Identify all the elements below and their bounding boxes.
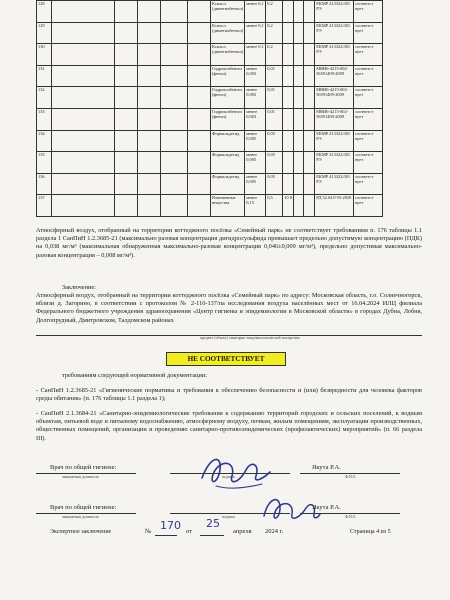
subject-caption: предмет (объект) санитарно-эпидемиологической экспертизы <box>200 336 300 340</box>
table-cell <box>188 1 211 23</box>
substance-name: Формальдегид <box>211 152 245 174</box>
substance-name: Формальдегид <box>211 130 245 152</box>
conformity-status: соответст вует <box>354 152 383 174</box>
table-cell <box>138 87 161 109</box>
conformity-status: соответст вует <box>354 44 383 66</box>
table-cell <box>161 87 188 109</box>
table-cell <box>52 87 115 109</box>
role-caption-1: занимаемая должность <box>62 475 100 479</box>
table-cell <box>52 108 115 130</box>
table-cell <box>188 44 211 66</box>
table-cell <box>161 1 188 23</box>
norm-value: 0,05 <box>266 173 283 195</box>
nonconformity-badge: НЕ СООТВЕТСТВУЕТ <box>166 352 286 366</box>
norm-value: 0,2 <box>266 44 283 66</box>
method-reference: ЕКМР 413322.001 РЭ <box>315 152 354 174</box>
norm-value: 0,2 <box>266 22 283 44</box>
table-cell <box>188 22 211 44</box>
conformity-status: соответст вует <box>354 1 383 23</box>
norm-value: 0,05 <box>266 130 283 152</box>
sample-code: 10 8 <box>283 195 294 217</box>
nonconformity-paragraph: Атмосферный воздух, отобранный на территории коттеджного посёлка «Семейный парк» не соответствует требованиям п. 176 таблицы 1.1 раздела 1 СанПиН 1.2.3685-21 (максимально разовая концентрация дигидросульфида превышает предельно допустимую концентрацию (ПДК) на 0,038 мг/м³ (максимальная обнаруженная максимально-разовая концентрация 0,046±0,009 мг/м³), предельно допустимая максимально-разовая концентрация – 0,008 мг/м³). <box>36 227 422 259</box>
signatory-name-2: Якута Р.А. <box>312 504 341 511</box>
table-cell <box>283 44 294 66</box>
table-cell <box>283 87 294 109</box>
table-cell <box>138 195 161 217</box>
method-reference: ЕКМР 413322.001 РЭ <box>315 1 354 23</box>
table-cell <box>52 173 115 195</box>
table-cell <box>161 173 188 195</box>
measured-value: менее 0,005 <box>245 130 266 152</box>
table-cell <box>283 65 294 87</box>
table-cell <box>161 130 188 152</box>
table-cell <box>115 173 138 195</box>
method-reference: РД 52.04.8 93-2020 <box>315 195 354 217</box>
row-number: 133 <box>37 108 52 130</box>
substance-name: Ксилол (диметилбензол) <box>211 44 245 66</box>
method-reference: ЕКМР 413322.001 РЭ <box>315 44 354 66</box>
table-cell <box>115 44 138 66</box>
method-reference: ЕКМР 413322.001 РЭ <box>315 22 354 44</box>
table-cell <box>294 195 304 217</box>
table-cell <box>304 87 315 109</box>
signatory-name-1: Якута Р.А. <box>312 464 341 471</box>
footer-number-sign: № <box>145 528 152 535</box>
norm-value: 0,05 <box>266 152 283 174</box>
table-cell <box>188 130 211 152</box>
table-row <box>37 152 383 174</box>
table-row <box>37 173 383 195</box>
table-cell <box>138 1 161 23</box>
table-cell <box>115 195 138 217</box>
substance-name: Гидроксибензол (фенол) <box>211 108 245 130</box>
method-reference: МВИ6-4215-002-56591409-2009 <box>315 65 354 87</box>
row-number: 130 <box>37 44 52 66</box>
conformity-status: соответст вует <box>354 195 383 217</box>
table-cell <box>188 173 211 195</box>
conformity-status: соответст вует <box>354 65 383 87</box>
footer-number-underline <box>155 535 177 536</box>
signature-caption-1: подпись <box>222 475 236 479</box>
footer-day-underline <box>200 535 224 536</box>
norm-value: 0,01 <box>266 87 283 109</box>
row-number: 132 <box>37 87 52 109</box>
table-cell <box>304 1 315 23</box>
row-number: 135 <box>37 152 52 174</box>
measured-value: менее 0,1 <box>245 44 266 66</box>
measured-value: менее 0,1 <box>245 1 266 23</box>
role-caption-2: занимаемая должность <box>62 515 100 519</box>
table-cell <box>52 22 115 44</box>
table-row <box>37 130 383 152</box>
row-number: 129 <box>37 22 52 44</box>
measured-value: менее 0,15 <box>245 195 266 217</box>
table-row <box>37 195 383 217</box>
table-cell <box>161 152 188 174</box>
row-number: 128 <box>37 1 52 23</box>
name-caption-2: Ф.И.О. <box>345 515 357 519</box>
table-cell <box>115 108 138 130</box>
substance-name: Взвешенные вещества <box>211 195 245 217</box>
table-row <box>37 44 383 66</box>
conformity-status: соответст вует <box>354 173 383 195</box>
table-cell <box>283 22 294 44</box>
table-cell <box>161 22 188 44</box>
table-cell <box>304 65 315 87</box>
measured-value: менее 0,003 <box>245 87 266 109</box>
table-cell <box>294 22 304 44</box>
footer-month: апреля <box>233 528 252 535</box>
table-cell <box>304 130 315 152</box>
table-cell <box>294 44 304 66</box>
table-cell <box>138 108 161 130</box>
table-cell <box>115 1 138 23</box>
table-cell <box>115 152 138 174</box>
conformity-status: соответст вует <box>354 130 383 152</box>
table-cell <box>138 152 161 174</box>
footer-expert-label: Экспертное заключение <box>50 529 112 535</box>
table-cell <box>283 108 294 130</box>
table-cell <box>188 152 211 174</box>
substance-name: Ксилол (диметилбензол) <box>211 22 245 44</box>
table-cell <box>283 173 294 195</box>
table-cell <box>52 152 115 174</box>
table-cell <box>115 65 138 87</box>
signatory-role-2: Врач по общей гигиене: <box>50 504 117 511</box>
table-cell <box>52 44 115 66</box>
requirements-heading: требованиям следующей нормативной документации: <box>62 372 208 379</box>
table-cell <box>283 152 294 174</box>
table-cell <box>52 130 115 152</box>
table-cell <box>138 173 161 195</box>
table-cell <box>52 195 115 217</box>
table-cell <box>188 65 211 87</box>
measured-value: менее 0,1 <box>245 22 266 44</box>
table-cell <box>294 65 304 87</box>
footer-from: от <box>186 528 193 535</box>
table-cell <box>138 65 161 87</box>
substance-name: Гидроксибензол (фенол) <box>211 87 245 109</box>
name-underline-1 <box>300 473 400 474</box>
row-number: 136 <box>37 173 52 195</box>
conclusion-paragraph: Атмосферный воздух, отобранный на территории коттеджного посёлка «Семейный парк» по адресу: Московская область, г.о. Солнечногорск, вблизи д. Загорино, в соответствии с протоколом № 2-110-137/па исследования воздуха населённых мест от 16.04.2024 ИЛЦ филиала Федерального бюджетного учреждения здравоохранения «Центр гигиены и эпидемиологии в Московской области» в городах Дубна, Лобня, Долгопрудный, Дмитровском, Талдомском районах <box>36 292 422 324</box>
row-number: 134 <box>37 130 52 152</box>
table-cell <box>52 65 115 87</box>
table-cell <box>138 130 161 152</box>
substance-name: Ксилол (диметилбензол) <box>211 1 245 23</box>
table-row <box>37 65 383 87</box>
table-cell <box>304 44 315 66</box>
table-cell <box>52 1 115 23</box>
table-cell <box>115 87 138 109</box>
substance-name: Гидроксибензол (фенол) <box>211 65 245 87</box>
measured-value: менее 0,005 <box>245 173 266 195</box>
conclusion-heading: Заключение: <box>62 284 96 291</box>
table-cell <box>294 1 304 23</box>
table-row <box>37 108 383 130</box>
table-cell <box>115 130 138 152</box>
method-reference: МВИ6-4215-002-56591409-2009 <box>315 87 354 109</box>
measured-value: менее 0,003 <box>245 65 266 87</box>
norm-value: 0,01 <box>266 65 283 87</box>
table-row <box>37 1 383 23</box>
conformity-status: соответст вует <box>354 108 383 130</box>
table-cell <box>283 1 294 23</box>
table-cell <box>304 195 315 217</box>
table-cell <box>138 44 161 66</box>
page-number: Страница 4 из 5 <box>350 529 391 535</box>
table-cell <box>294 87 304 109</box>
footer-year: 2024 г. <box>265 528 284 535</box>
subject-underline <box>36 335 422 336</box>
table-cell <box>188 87 211 109</box>
role-underline-1 <box>36 473 136 474</box>
table-cell <box>304 173 315 195</box>
substance-name: Формальдегид <box>211 173 245 195</box>
role-underline-2 <box>36 513 136 514</box>
table-cell <box>161 44 188 66</box>
table-row <box>37 87 383 109</box>
table-cell <box>294 108 304 130</box>
table-cell <box>115 22 138 44</box>
row-number: 131 <box>37 65 52 87</box>
name-caption-1: Ф.И.О. <box>345 475 357 479</box>
norm-value: 0,2 <box>266 1 283 23</box>
row-number: 137 <box>37 195 52 217</box>
measured-value: менее 0,005 <box>245 152 266 174</box>
signatory-role-1: Врач по общей гигиене: <box>50 464 117 471</box>
norm-value: 0,01 <box>266 108 283 130</box>
table-row <box>37 22 383 44</box>
table-cell <box>283 130 294 152</box>
table-cell <box>188 195 211 217</box>
table-cell <box>304 108 315 130</box>
table-cell <box>161 65 188 87</box>
signature-caption-2: подпись <box>222 515 236 519</box>
table-cell <box>304 22 315 44</box>
norm-value: 0,5 <box>266 195 283 217</box>
handwritten-signature-1 <box>196 448 276 493</box>
method-reference: МВИ6-4215-002-56591409-2009 <box>315 108 354 130</box>
table-cell <box>294 173 304 195</box>
footer-day: 25 <box>206 517 220 530</box>
table-cell <box>161 195 188 217</box>
table-cell <box>294 130 304 152</box>
requirement-item-1: - СанПиН 1.2.3685-21 «Гигиенические нормативы и требования к обеспечению безопасности и (или) безвредности для человека факторов среды обитания» (п. 176 таблицы 1.1 раздела 1); <box>36 387 422 403</box>
results-table <box>36 0 383 217</box>
method-reference: ЕКМР 413322.001 РЭ <box>315 173 354 195</box>
requirement-item-2: - СанПиН 2.1.3684-21 «Санитарно-эпидемиологические требования к содержанию территорий городских и сельских поселений, к водным объектам, питьевой воде и питьевому водоснабжению, атмосферному воздуху, почвам, жилым помещениям, эксплуатации производственных, общественных помещений, организации и проведению санитарно-противоэпидемических (профилактических) мероприятий» (п. 66 раздела III). <box>36 410 422 442</box>
table-cell <box>294 152 304 174</box>
method-reference: ЕКМР 413322.001 РЭ <box>315 130 354 152</box>
handwritten-signature-2 <box>258 488 324 528</box>
table-cell <box>304 152 315 174</box>
measured-value: менее 0,003 <box>245 108 266 130</box>
conformity-status: соответст вует <box>354 87 383 109</box>
table-cell <box>161 108 188 130</box>
footer-number: 170 <box>160 519 181 532</box>
table-cell <box>188 108 211 130</box>
table-cell <box>138 22 161 44</box>
conformity-status: соответст вует <box>354 22 383 44</box>
